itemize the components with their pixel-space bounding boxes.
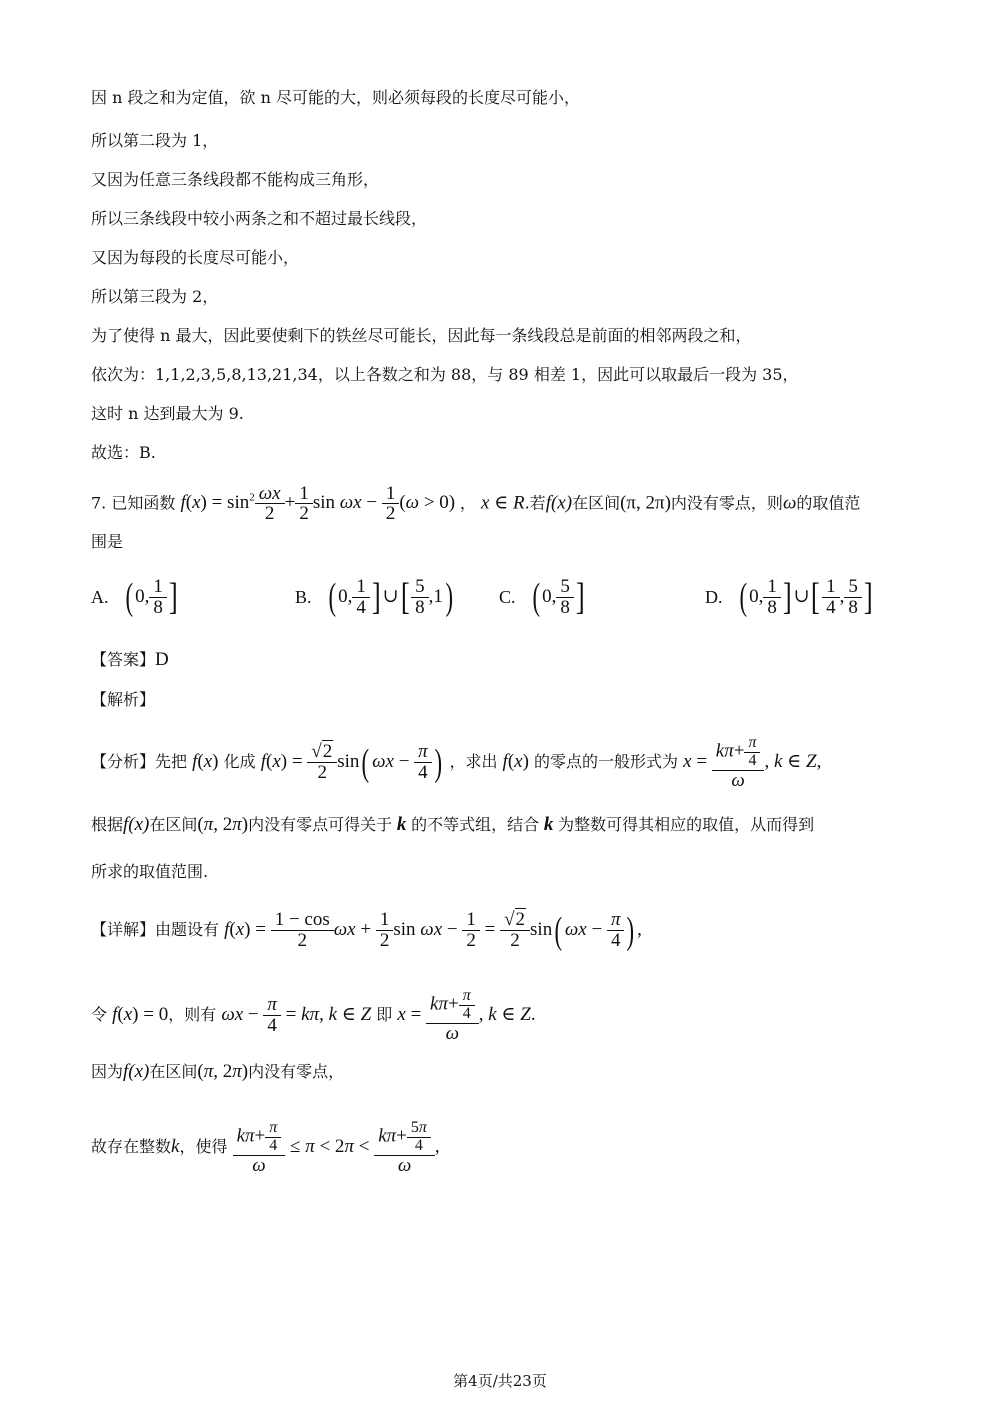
xiangjie-text: 因为	[91, 1062, 124, 1081]
fenxi-text: ，求出	[449, 752, 498, 772]
xiangjie-line	[91, 908, 642, 952]
question-stem-line2: 围是	[91, 532, 124, 551]
interval-math: (π, 2π)	[620, 492, 671, 514]
option-a[interactable]	[91, 577, 180, 618]
question-stem	[91, 480, 860, 524]
option-c[interactable]	[499, 577, 587, 618]
zero-equation: f(x) = 0	[112, 1004, 169, 1026]
text-line: 所以第三段为 2，	[91, 287, 219, 306]
text-line: 为了使得 n 最大，因此要使剩下的铁丝尽可能长，因此每一条线段总是前面的相邻两段之和，	[91, 326, 752, 345]
option-math: ( 0, $\frac{1}{8}$ ]∪[ $\frac{1}{4}$ , $\frac{5}{8}$ ]	[739, 576, 873, 619]
xiangjie-text: 故存在整数	[91, 1137, 172, 1157]
text-line: 所以三条线段中较小两条之和不超过最长线段，	[91, 209, 428, 228]
function-formula: $f(x) = \sin^2$ $\frac{\omega x}{2}$ + $\frac{1}{2}$ sin ωx − $\frac{1}{2}$ (ω > 0)	[180, 482, 460, 525]
xiangjie-text: 在区间	[149, 1062, 198, 1081]
option-d[interactable]	[705, 577, 875, 618]
fenxi-text: 根据	[91, 815, 124, 834]
stem-text: .若	[524, 493, 546, 513]
answer-line	[91, 650, 169, 670]
text-line: 依次为：1,1,2,3,5,8,13,21,34，以上各数之和为 88，与 89 相差 1，因此可以取最后一段为 35，	[91, 365, 799, 384]
zero-formula: x = kπ+ $\frac{\pi}{4}$ ω , k ∈ Z,	[683, 734, 822, 791]
fx-math: f(x)	[192, 751, 219, 773]
domain-math: x ∈ R	[480, 492, 525, 514]
fx-math: f(x)	[502, 751, 529, 773]
k-math: k	[171, 1136, 180, 1158]
answer-value: D	[155, 649, 169, 670]
fenxi-text: 的不等式组，结合	[411, 815, 540, 834]
text-line: 所以第二段为 1，	[91, 131, 219, 150]
stem-text: 内没有零点，则	[670, 493, 783, 513]
simplified-formula: f(x) = $\frac{√2}{2}$ sin( ωx − $\frac{\pi}{4}$ )	[260, 741, 442, 784]
zero-formula: x = kπ+ $\frac{\pi}{4}$ ω , k ∈ Z.	[397, 987, 536, 1044]
k-math: k	[539, 814, 559, 835]
xiangjie-tag: 【详解】	[91, 920, 156, 939]
fenxi-line2	[91, 815, 814, 835]
xiangjie-text: 即	[376, 1005, 393, 1025]
xiangjie-text: 由题设有	[155, 920, 220, 939]
stem-text: 已知函数	[111, 493, 176, 513]
text-line: 因 n 段之和为定值，欲 n 尽可能的大，则必须每段的长度尽可能小，	[91, 88, 580, 107]
option-math: ( 0, $\frac{5}{8}$ ]	[532, 576, 585, 619]
stem-text: 在区间	[572, 493, 621, 513]
analysis-tag: 【解析】	[91, 690, 156, 709]
fenxi-text: 在区间	[149, 815, 198, 834]
k-math: k	[392, 814, 412, 835]
fenxi-text: 的零点的一般形式为	[534, 752, 679, 772]
fenxi-text: 内没有零点可得关于	[248, 815, 393, 834]
page-footer: 第4页/共23页	[453, 1372, 547, 1390]
fx-math: f(x)	[123, 1061, 150, 1082]
fx-math: f(x)	[545, 492, 573, 514]
option-b[interactable]	[295, 577, 456, 618]
zero-condition: ωx − $\frac{\pi}{4}$ = kπ, k ∈ Z	[221, 994, 372, 1037]
option-label: B.	[295, 586, 312, 607]
stem-text: 的取值范	[796, 493, 861, 513]
xiangjie-text: 内没有零点，	[248, 1062, 345, 1081]
xiangjie-text: 令	[91, 1005, 108, 1025]
inequality-formula: kπ+ $\frac{\pi}{4}$ ω ≤ π < 2π < kπ+ $\frac{5\pi}{4}$ ω ,	[233, 1136, 440, 1157]
inequality-line	[91, 1120, 440, 1176]
option-math: ( 0, $\frac{1}{8}$ ]	[125, 576, 178, 619]
omega-math: ω	[782, 492, 797, 514]
text-line: 这时 n 达到最大为 9.	[91, 404, 244, 423]
option-label: D.	[705, 586, 723, 607]
text-line: 故选：B.	[91, 443, 156, 462]
fenxi-line3: 所求的取值范围.	[91, 862, 209, 881]
option-label: C.	[499, 586, 516, 607]
text-line: 又因为任意三条线段都不能构成三角形，	[91, 170, 380, 189]
interval-math: (π, 2π)	[197, 1061, 249, 1082]
option-label: A.	[91, 586, 109, 607]
question-number: 7.	[91, 493, 107, 513]
ling-line	[91, 988, 536, 1044]
fenxi-tag: 【分析】	[91, 752, 156, 772]
interval-math: (π, 2π)	[197, 814, 249, 835]
fx-math: f(x)	[123, 814, 150, 835]
text-line: 又因为每段的长度尽可能小，	[91, 248, 300, 267]
fenxi-line	[91, 735, 821, 791]
fenxi-text: 化成	[223, 752, 256, 772]
xiangjie-text: ，使得	[179, 1137, 228, 1157]
derivation-formula: f(x) = $\frac{1 - \cos}{2}$ ωx + $\frac{1}{2}$ sin ωx − $\frac{1}{2}$ = $\frac{√2}{2}$ sin( ωx − $\frac{\pi}{4}$ ) ,	[224, 909, 642, 952]
answer-tag: 【答案】	[91, 650, 156, 669]
fenxi-text: 为整数可得其相应的取值，从而得到	[558, 815, 815, 834]
fenxi-text: 先把	[155, 752, 188, 772]
stem-text: ，	[459, 493, 476, 513]
yinwei-line	[91, 1062, 344, 1082]
option-math: ( 0, $\frac{1}{4}$ ]∪[ $\frac{5}{8}$ ,1)	[328, 576, 454, 619]
xiangjie-text: ，则有	[168, 1005, 217, 1025]
